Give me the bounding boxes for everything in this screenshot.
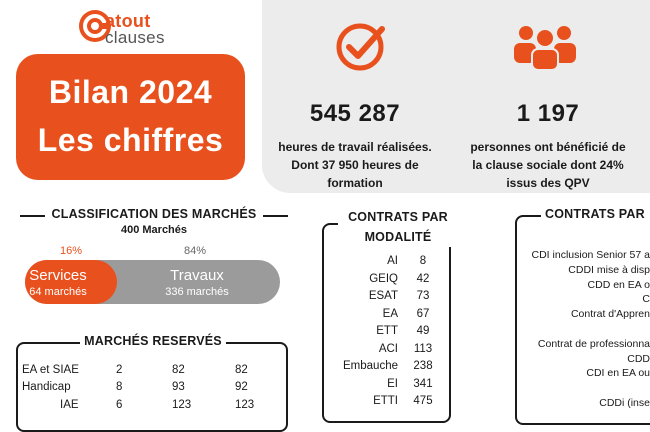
modalite-value: 8 [419,255,427,267]
table-row [22,381,282,397]
page-subtitle: Les chiffres [37,122,224,158]
contrat-line: CDDi (inse [599,397,650,409]
page-title: Bilan 2024 [48,74,213,110]
table-row [22,399,282,415]
contrat-line: CDDI mise à disp [568,263,650,276]
table-cell: IAE [60,399,79,411]
stat-people [458,100,638,192]
travaux-label [137,267,257,298]
table-cell: EA et SIAE [22,364,79,376]
title-block [16,54,245,180]
list-item [330,360,445,376]
desc-line: personnes ont bénéficié de [470,140,626,154]
logo-word-1: atout [105,11,151,31]
logo-word-2: clauses [105,28,165,47]
modalite-label: GEIQ [369,272,398,285]
desc-line: la clause sociale dont 24% [472,158,624,172]
modalite-value: 475 [413,395,433,407]
modalite-value: 341 [413,377,433,390]
desc-line: formation [327,176,383,190]
contrat-line: CDD [627,352,650,365]
list-item [330,325,445,341]
table-cell: 2 [116,364,123,376]
table-cell: 92 [235,381,248,393]
contrat-line: CDI inclusion Senior 57 a [531,249,650,261]
list-item [330,343,445,359]
classification-title: CLASSIFICATION DES MARCHÉS [45,207,263,221]
modalite-title-line: CONTRATS PAR [348,210,448,224]
table-cell: 82 [235,364,248,376]
table-cell: 93 [172,381,185,393]
list-item [330,395,445,411]
modalite-title-line: MODALITÉ [364,230,432,244]
stat-people-number: 1 197 [516,100,580,127]
table-cell: 123 [172,399,192,411]
services-count: 64 marchés [29,286,87,298]
modalite-value: 49 [416,325,430,337]
list-item [330,255,445,271]
table-cell: 123 [235,399,255,411]
list-item [330,290,445,306]
stat-hours-description [270,138,440,192]
contrat-line: CDI en EA ou [586,367,650,380]
table-cell: 6 [116,399,123,411]
reserves-title: MARCHÉS RESERVÉS [80,334,226,348]
travaux-name: Travaux [170,267,224,284]
stat-hours-number: 545 287 [309,100,401,127]
modalite-label: ACI [378,342,398,355]
services-name: Services [29,267,87,284]
contrat-line: Contrat d'Appren [570,308,650,321]
modalite-label: ESAT [368,290,398,302]
contrat-line: CDD en EA o [587,278,650,291]
modalite-value: 238 [413,360,433,372]
modalite-value: 42 [416,272,430,285]
modalite-value: 113 [413,342,433,355]
contrat-line: C [642,293,650,306]
table-row [22,364,282,380]
stat-people-description [458,138,638,192]
desc-line: heures de travail réalisées. [278,140,432,154]
contrats-title: CONTRATS PAR [541,207,650,221]
desc-line: issus des QPV [506,176,590,190]
people-group-icon [512,24,578,70]
travaux-percent: 84% [184,245,207,257]
list-item [330,378,445,394]
modalite-value: 67 [416,307,430,320]
desc-line: Dont 37 950 heures de [291,158,419,172]
logo [79,10,189,46]
modalite-value: 73 [416,290,430,302]
modalite-title [338,207,458,247]
services-percent: 16% [60,245,83,257]
stat-hours [270,100,440,192]
checkmark-circle-icon [336,21,388,73]
modalite-label: Embauche [343,360,398,372]
modalite-label: ETT [376,325,398,337]
modalite-label: EA [382,307,398,320]
travaux-count: 336 marchés [165,286,229,298]
table-cell: 82 [172,364,185,376]
modalite-label: ETTI [373,395,398,407]
modalite-label: AI [387,255,398,267]
services-label [12,267,104,298]
modalite-label: EI [387,377,398,390]
table-cell: Handicap [22,381,71,393]
table-cell: 8 [116,381,123,393]
classification-total: 400 Marchés [120,224,188,236]
list-item [330,273,445,289]
list-item [330,308,445,324]
contrat-line: Contrat de professionna [537,337,650,350]
